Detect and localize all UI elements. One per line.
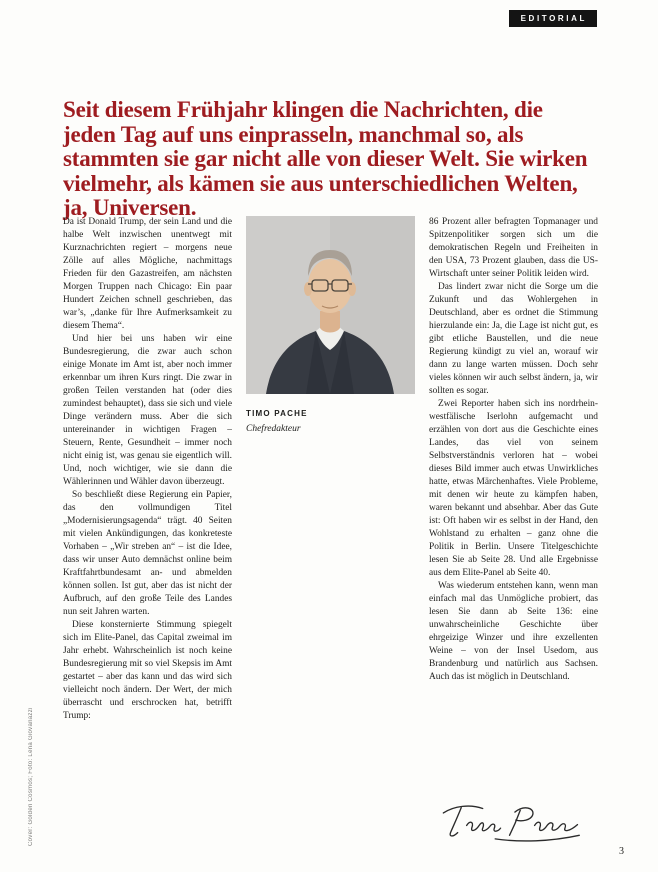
column-left: [63, 216, 232, 723]
body-paragraph: Da ist Donald Trump, der sein Land und die halbe Welt inzwischen unentwegt mit Kurznachrichten regiert – morgens neue Zölle auf alles Mögliche, nachmittags Frieden für den Gazastreifen, am nächsten Morgen Truppen nach Chicago: Ein paar Hundert Zeichen schnell geschrieben, das war’s, „danke für Ihre Aufmerksamkeit zu diesem Thema“.: [63, 217, 232, 331]
body-paragraph: So beschließt diese Regierung ein Papier, das den vollmundigen Titel „Modernisierungsagenda“ trägt. 40 Seiten mit vielen Ankündigungen, das konkreteste Vorhaben – „Wir streben an“ – ist die Idee, dass wir unser Auto demnächst online beim Kraftfahrtbundesamt an- und abmelden können sollen. Ist gut, aber das ist nicht der Aufbruch, auf den große Teile des Landes nun seit Jahren warten.: [63, 490, 232, 617]
page-number: 3: [619, 846, 624, 857]
body-paragraph: Das lindert zwar nicht die Sorge um die Zukunft und das Wohlergehen in Deutschland, aber es ordnet die Stimmung hierzulande ein: Ja, die Lage ist nicht gut, es gibt etliche Baustellen, und die neue Regierung kündigt zu viel an, worauf wir dann zu lange warten müssen. Doch sehr vieles können wir auch selbst ändern, ja, wir sollten es sogar.: [429, 282, 598, 396]
column-middle: [246, 216, 415, 723]
body-paragraph: Zwei Reporter haben sich ins nordrhein-westfälische Iserlohn aufgemacht und erzählen von dort aus die Geschichte eines Landes, das viel von seinem Selbstverständnis verloren hat – wobei dieses Bild immer auch etwas Unwirkliches hatte, etwas Märchenhaftes. Viele Probleme, mit denen wir heute zu kämpfen haben, waren bekannt und absehbar. Aber das Gute ist: Oft haben wir es selbst in der Hand, den Wohlstand zu erhalten – ganz ohne die Politik in Berlin. Unsere Titelgeschichte lesen Sie ab Seite 28. Und alle Ergebnisse aus dem Elite-Panel ab Seite 40.: [429, 399, 598, 578]
body-paragraph: Was wiederum entstehen kann, wenn man einfach mal das Unmögliche probiert, das lesen Sie dann ab Seite 136: eine unwahrscheinliche Geschichte über ehrgeizige Winzer und ihre exzellenten Weine – von der Insel Usedom, aus Brandenburg und natürlich aus Sachsen. Auch das ist möglich in Deutschland.: [429, 581, 598, 682]
portrait-photo: [246, 216, 415, 394]
editorial-badge: EDITORIAL: [509, 10, 597, 27]
photo-credit: Cover: Golden Cosmos; Foto: Lena Giovanazzi: [28, 707, 34, 846]
body-columns: [63, 216, 598, 723]
column-right: [429, 216, 598, 723]
portrait-illustration: [246, 216, 415, 394]
author-role: Chefredakteur: [246, 424, 301, 434]
body-paragraph: 86 Prozent aller befragten Topmanager und Spitzenpolitiker sorgen sich um die demokratischen Regeln und Freiheiten in den USA, 73 Prozent glauben, dass die US-Wirtschaft unter seiner Politik leiden wird.: [429, 217, 598, 279]
page-title: Seit diesem Frühjahr klingen die Nachrichten, die jeden Tag auf uns einprasseln, manchmal so, als stammten sie gar nicht alle von dieser Welt. Sie wirken vielmehr, als kämen sie aus unterschiedlichen Welten, ja, Universen.: [63, 97, 588, 221]
body-paragraph: Diese konsternierte Stimmung spiegelt sich im Elite-Panel, das Capital zweimal im Jahr erhebt. Wahrscheinlich ist noch keine Bundesregierung mit so viel Skepsis im Amt gestartet – aber das kann und das wird sich vielleicht noch ändern. Der Wert, der mich überrascht und erschrocken hat, betrifft Trump:: [63, 620, 232, 721]
signature-strokes: [438, 797, 590, 845]
author-name: TIMO PACHE: [246, 409, 308, 418]
body-paragraph: Und hier bei uns haben wir eine Bundesregierung, die zwar auch schon einige Monate im Amt ist, aber noch immer erkennbar um ihren Kurs ringt. Die zwar in großen Teilen verstanden hat (oder dies zumindest behauptet), dass sie sich und viele Dinge verändern muss. Aber die sich untereinander in wichtigen Fragen – Steuern, Rente, Gesundheit – immer noch nicht einig ist, was genau sie eigentlich will. Und, noch wichtiger, wie sie dann die Wählerinnen und Wähler davon überzeugt.: [63, 334, 232, 487]
handwritten-signature: [438, 797, 590, 845]
